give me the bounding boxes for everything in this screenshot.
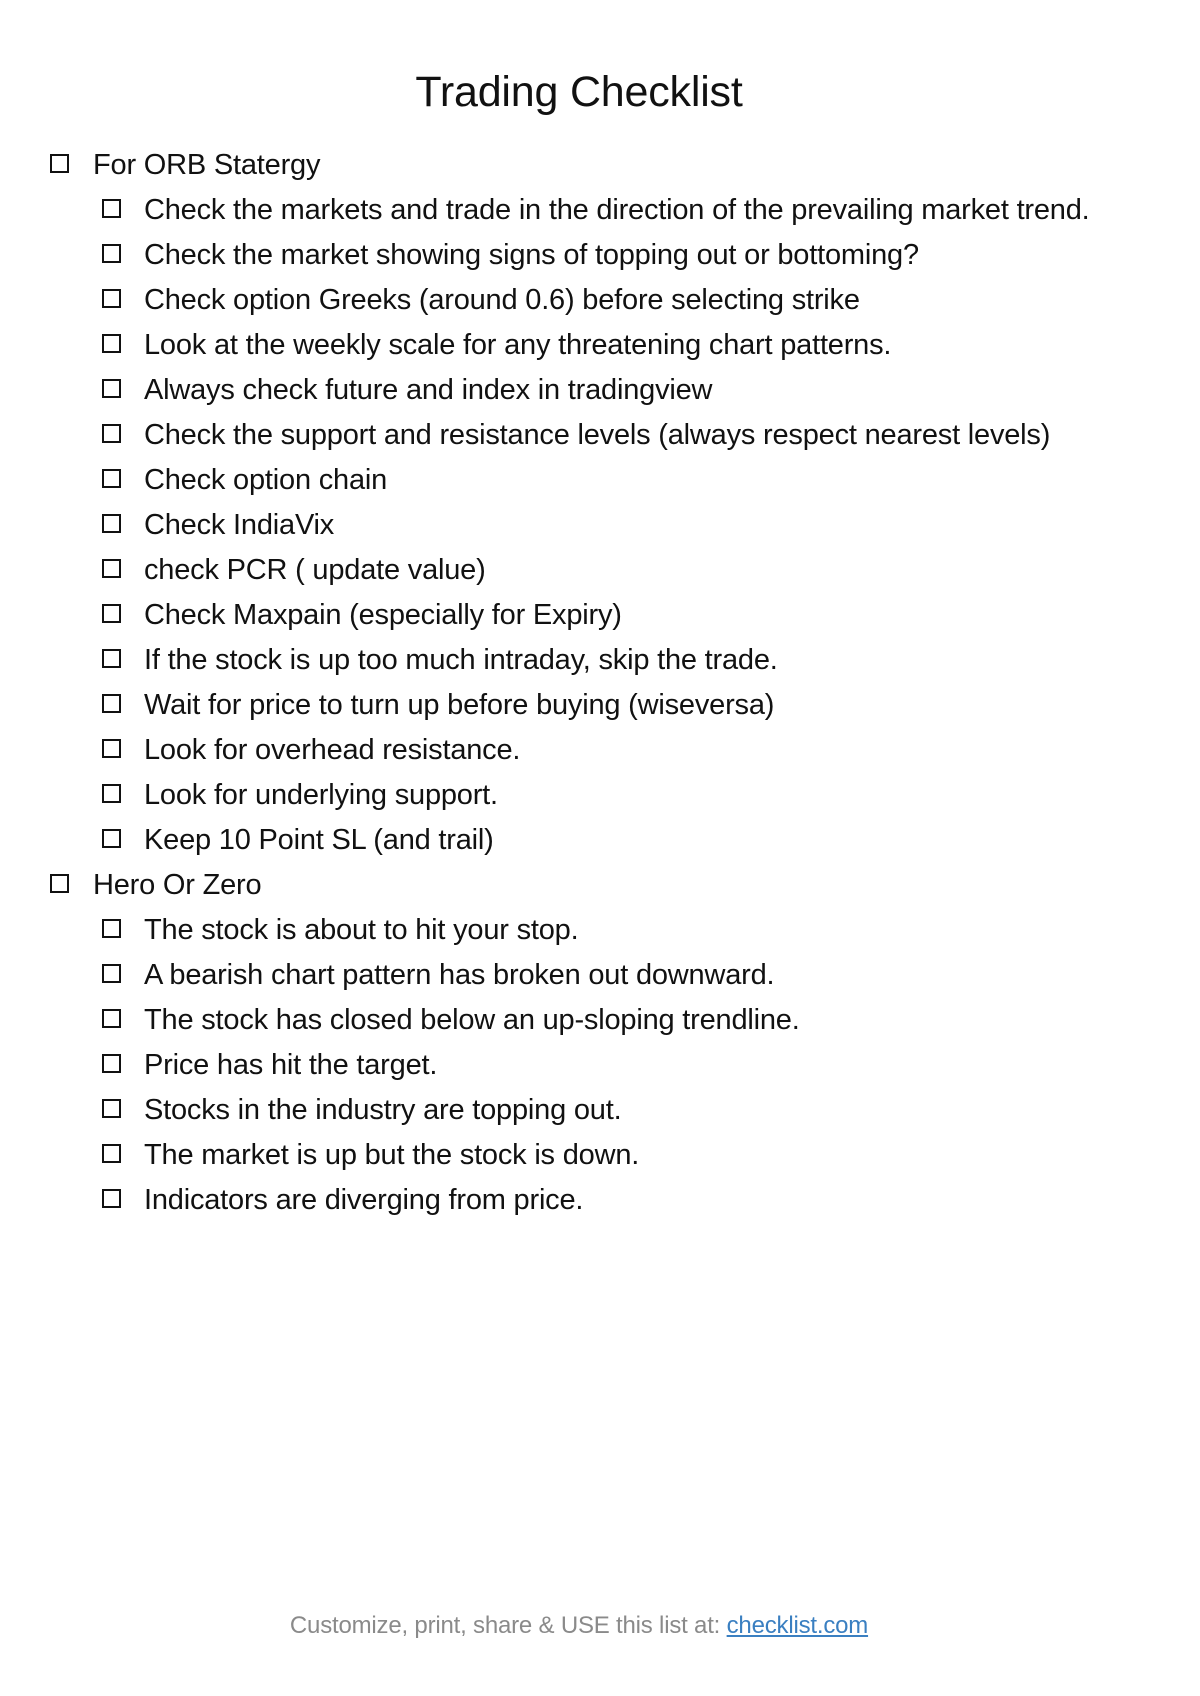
checkbox[interactable] <box>102 1144 121 1163</box>
item-label: Wait for price to turn up before buying (wiseversa) <box>144 689 775 721</box>
list-item <box>50 958 1160 992</box>
section-label: For ORB Statergy <box>93 149 321 181</box>
item-label: Check IndiaVix <box>144 509 335 541</box>
checkbox[interactable] <box>102 514 121 533</box>
list-item <box>50 283 1160 317</box>
item-label: Check option Greeks (around 0.6) before selecting strike <box>144 284 860 316</box>
checkbox[interactable] <box>50 874 69 893</box>
footer <box>0 1612 1158 1640</box>
item-label: Check Maxpain (especially for Expiry) <box>144 599 622 631</box>
list-item <box>50 643 1160 677</box>
list-item <box>50 238 1160 272</box>
item-label: If the stock is up too much intraday, skip the trade. <box>144 644 778 676</box>
list-item <box>50 1048 1160 1082</box>
checkbox[interactable] <box>102 829 121 848</box>
list-item <box>50 688 1160 722</box>
checklist-section <box>50 868 1160 1217</box>
checkbox[interactable] <box>102 1189 121 1208</box>
checkbox[interactable] <box>102 469 121 488</box>
checklist-section <box>50 148 1160 857</box>
item-label: The stock is about to hit your stop. <box>144 914 579 946</box>
checklist <box>50 148 1160 1228</box>
item-label: Look at the weekly scale for any threatening chart patterns. <box>144 329 892 361</box>
list-item <box>50 463 1160 497</box>
checkbox[interactable] <box>102 334 121 353</box>
list-item <box>50 913 1160 947</box>
section-header <box>50 868 1160 902</box>
list-item <box>50 373 1160 407</box>
list-item <box>50 418 1160 452</box>
section-header <box>50 148 1160 182</box>
checkbox[interactable] <box>102 379 121 398</box>
list-item <box>50 508 1160 542</box>
list-item <box>50 598 1160 632</box>
list-item <box>50 1003 1160 1037</box>
checkbox[interactable] <box>102 739 121 758</box>
item-label: The stock has closed below an up-sloping trendline. <box>144 1004 800 1036</box>
checkbox[interactable] <box>102 919 121 938</box>
item-label: Always check future and index in tradingview <box>144 374 713 406</box>
checkbox[interactable] <box>102 784 121 803</box>
list-item <box>50 778 1160 812</box>
list-item <box>50 823 1160 857</box>
checkbox[interactable] <box>102 604 121 623</box>
item-label: Check the support and resistance levels (always respect nearest levels) <box>144 419 1051 451</box>
list-item <box>50 1183 1160 1217</box>
checklist-link[interactable]: checklist.com <box>726 1612 869 1639</box>
list-item <box>50 1138 1160 1172</box>
item-label: Price has hit the target. <box>144 1049 438 1081</box>
checkbox[interactable] <box>102 1054 121 1073</box>
item-label: A bearish chart pattern has broken out downward. <box>144 959 775 991</box>
list-item <box>50 733 1160 767</box>
checkbox[interactable] <box>50 154 69 173</box>
item-label: check PCR ( update value) <box>144 554 486 586</box>
item-label: Look for overhead resistance. <box>144 734 521 766</box>
section-label: Hero Or Zero <box>93 869 262 901</box>
checkbox[interactable] <box>102 964 121 983</box>
checkbox[interactable] <box>102 244 121 263</box>
item-label: Keep 10 Point SL (and trail) <box>144 824 494 856</box>
checkbox[interactable] <box>102 649 121 668</box>
checkbox[interactable] <box>102 1009 121 1028</box>
item-label: Check option chain <box>144 464 388 496</box>
item-label: Indicators are diverging from price. <box>144 1184 584 1216</box>
list-item <box>50 193 1160 227</box>
checkbox[interactable] <box>102 199 121 218</box>
item-label: Stocks in the industry are topping out. <box>144 1094 622 1126</box>
checkbox[interactable] <box>102 1099 121 1118</box>
checkbox[interactable] <box>102 289 121 308</box>
item-label: Check the markets and trade in the direction of the prevailing market trend. <box>144 194 1090 226</box>
checkbox[interactable] <box>102 559 121 578</box>
list-item <box>50 328 1160 362</box>
item-label: The market is up but the stock is down. <box>144 1139 640 1171</box>
footer-text: Customize, print, share & USE this list at: <box>289 1612 727 1639</box>
item-label: Look for underlying support. <box>144 779 498 811</box>
checkbox[interactable] <box>102 424 121 443</box>
item-label: Check the market showing signs of topping out or bottoming? <box>144 239 919 271</box>
checkbox[interactable] <box>102 694 121 713</box>
page-title: Trading Checklist <box>415 68 743 116</box>
list-item <box>50 553 1160 587</box>
list-item <box>50 1093 1160 1127</box>
